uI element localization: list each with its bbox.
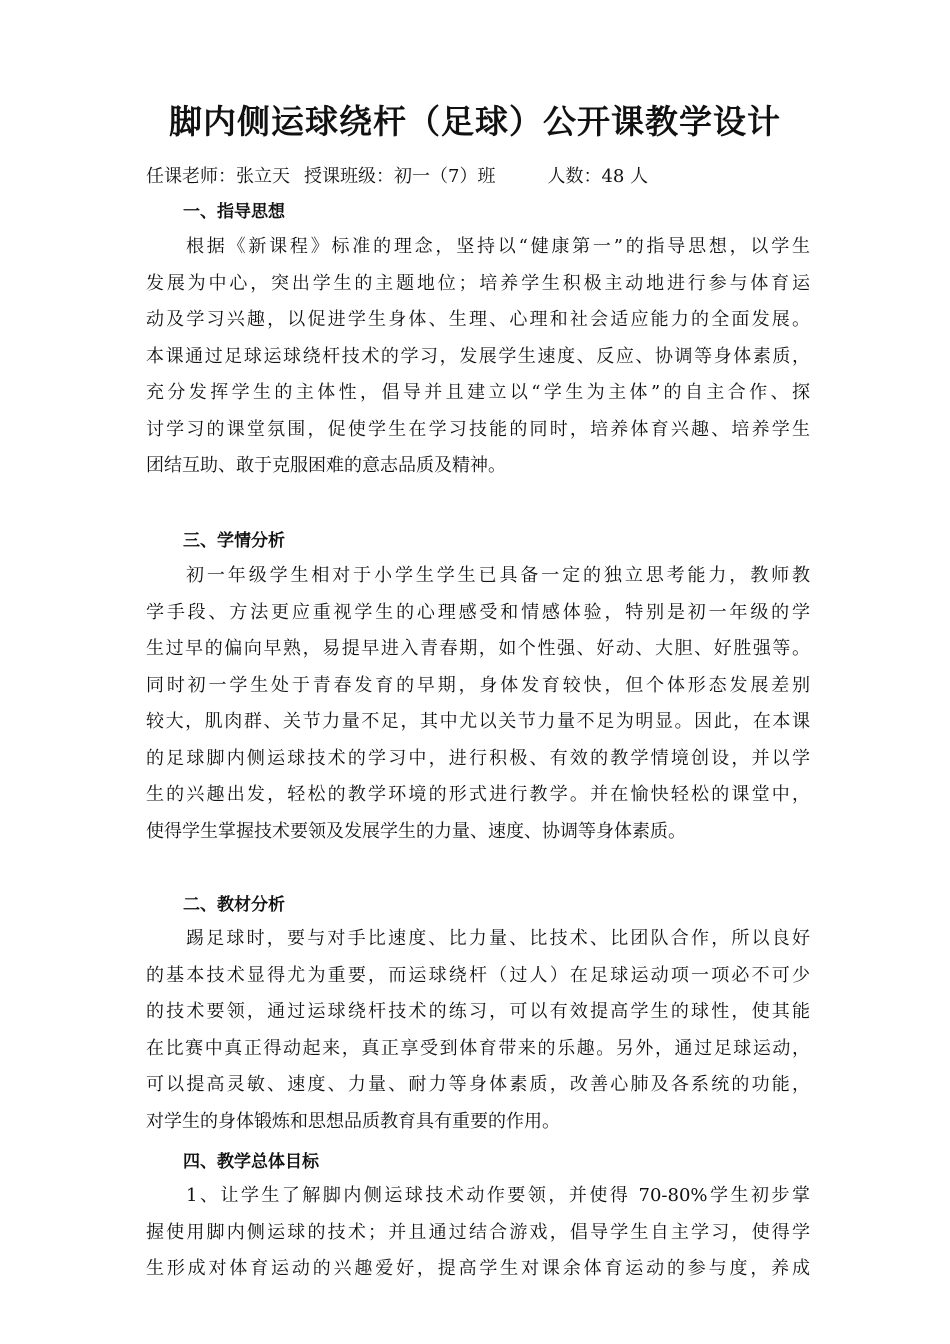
paragraph-line: 学手段、方法更应重视学生的心理感受和情感体验，特别是初一年级的学 — [146, 601, 810, 623]
section-paragraph-student-analysis — [146, 558, 810, 850]
section-heading-overall-goals: 四、教学总体目标 — [183, 1152, 319, 1172]
paragraph-line: 在比赛中真正得动起来，真正享受到体育带来的乐趣。另外，通过足球运动， — [146, 1037, 810, 1059]
section-heading-material-analysis: 二、教材分析 — [183, 895, 285, 915]
student-count-info: 人数：48 人 — [547, 166, 649, 187]
document-title: 脚内侧运球绕杆（足球）公开课教学设计 — [169, 102, 781, 141]
paragraph-line: 较大，肌肉群、关节力量不足，其中尤以关节力量不足为明显。因此，在本课 — [146, 711, 810, 732]
paragraph-line: 根据《新课程》标准的理念，坚持以“健康第一”的指导思想，以学生 — [186, 236, 810, 257]
paragraph-line: 的足球脚内侧运球技术的学习中，进行积极、有效的教学情境创设，并以学 — [146, 747, 810, 769]
paragraph-line: 同时初一学生处于青春发育的早期，身体发育较快，但个体形态发展差别 — [146, 674, 810, 696]
section-heading-guiding-ideology: 一、指导思想 — [183, 202, 285, 222]
class-info — [146, 163, 648, 191]
paragraph-line: 可以提高灵敏、速度、力量、耐力等身体素质，改善心肺及各系统的功能， — [146, 1074, 810, 1095]
paragraph-line: 团结互助、敢于克服困难的意志品质及精神。 — [146, 455, 506, 476]
paragraph-line: 的基本技术显得尤为重要，而运球绕杆（过人）在足球运动项一项必不可少 — [146, 964, 810, 986]
paragraph-line: 充分发挥学生的主体性，倡导并且建立以“学生为主体”的自主合作、探 — [146, 382, 810, 403]
section-paragraph-material-analysis — [146, 921, 810, 1140]
paragraph-line: 的技术要领，通过运球绕杆技术的练习，可以有效提高学生的球性，使其能 — [146, 1001, 810, 1022]
paragraph-line: 生过早的偏向早熟，易提早进入青春期，如个性强、好动、大胆、好胜强等。 — [146, 638, 810, 659]
section-paragraph-overall-goals — [146, 1178, 810, 1288]
section-heading-student-analysis: 三、学情分析 — [183, 531, 285, 551]
paragraph-line: 发展为中心，突出学生的主题地位；培养学生积极主动地进行参与体育运 — [146, 272, 810, 294]
class-name-info: 授课班级：初一（7）班 — [304, 166, 496, 187]
paragraph-line: 1、让学生了解脚内侧运球技术动作要领，并使得 70-80%学生初步掌 — [186, 1185, 810, 1206]
paragraph-line: 动及学习兴趣，以促进学生身体、生理、心理和社会适应能力的全面发展。 — [146, 309, 810, 330]
paragraph-line: 握使用脚内侧运球的技术；并且通过结合游戏，倡导学生自主学习，使得学 — [146, 1221, 810, 1243]
teacher-info: 任课老师：张立天 — [146, 166, 290, 187]
paragraph-line: 踢足球时，要与对手比速度、比力量、比技术、比团队合作，所以良好 — [186, 928, 810, 949]
paragraph-line: 生的兴趣出发，轻松的教学环境的形式进行教学。并在愉快轻松的课堂中， — [146, 784, 810, 805]
section-paragraph-guiding-ideology — [146, 229, 810, 485]
paragraph-line: 本课通过足球运球绕杆技术的学习，发展学生速度、反应、协调等身体素质， — [146, 345, 810, 367]
paragraph-line: 对学生的身体锻炼和思想品质教育具有重要的作用。 — [146, 1110, 560, 1132]
paragraph-line: 生形成对体育运动的兴趣爱好，提高学生对课余体育运动的参与度，养成 — [146, 1258, 810, 1279]
paragraph-line: 初一年级学生相对于小学生学生已具备一定的独立思考能力，教师教 — [186, 565, 810, 586]
paragraph-line: 使得学生掌握技术要领及发展学生的力量、速度、协调等身体素质。 — [146, 820, 686, 842]
paragraph-line: 讨学习的课堂氛围，促使学生在学习技能的同时，培养体育兴趣、培养学生 — [146, 418, 810, 440]
